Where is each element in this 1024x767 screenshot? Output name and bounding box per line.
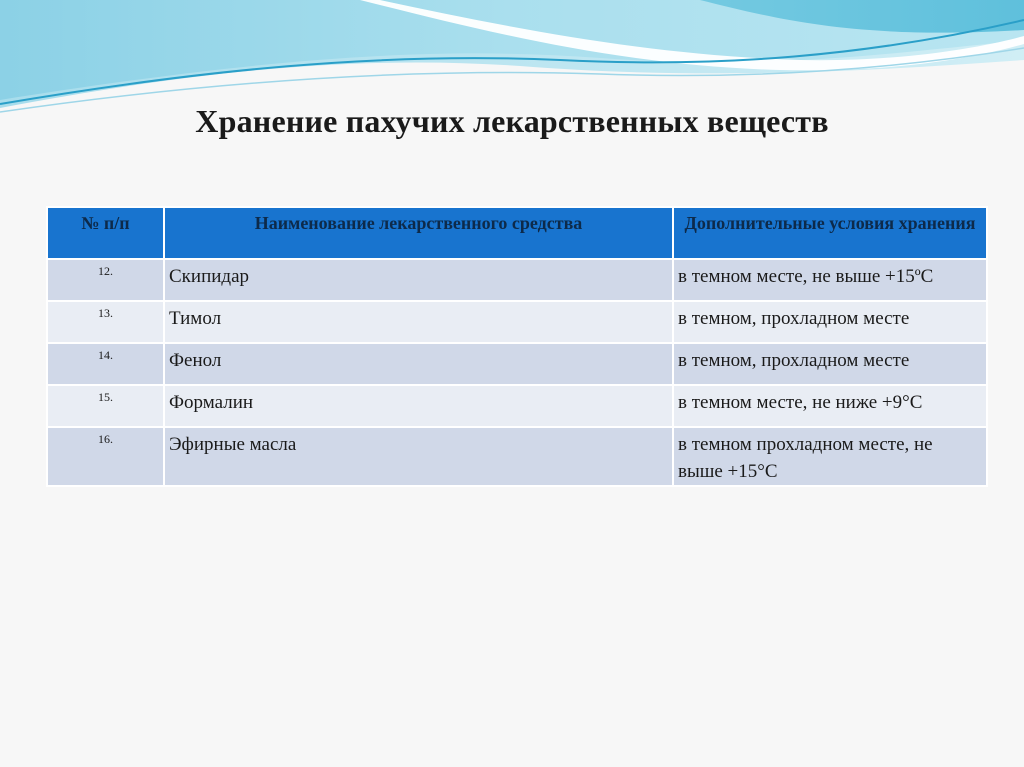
table-row [47,343,987,385]
slide-title: Хранение пахучих лекарственных веществ [195,103,829,139]
row-number: 12. [47,259,164,301]
table-header-row [47,207,987,259]
table-row [47,385,987,427]
row-number: 13. [47,301,164,343]
storage-table [46,206,988,487]
table-row [47,301,987,343]
header-number: № п/п [47,207,164,259]
row-conditions: в темном, прохладном месте [673,343,987,385]
row-drug-name: Формалин [164,385,673,427]
row-number: 16. [47,427,164,486]
row-conditions: в темном, прохладном месте [673,301,987,343]
row-conditions: в темном прохладном месте, не выше +15°С [673,427,987,486]
row-drug-name: Эфирные масла [164,427,673,486]
header-storage-conditions: Дополнительные условия хранения [673,207,987,259]
table-row [47,259,987,301]
row-conditions: в темном месте, не выше +15ºС [673,259,987,301]
row-conditions: в темном месте, не ниже +9°С [673,385,987,427]
table-row [47,427,987,486]
header-drug-name: Наименование лекарственного средства [164,207,673,259]
row-number: 15. [47,385,164,427]
row-drug-name: Скипидар [164,259,673,301]
row-drug-name: Фенол [164,343,673,385]
row-drug-name: Тимол [164,301,673,343]
row-number: 14. [47,343,164,385]
